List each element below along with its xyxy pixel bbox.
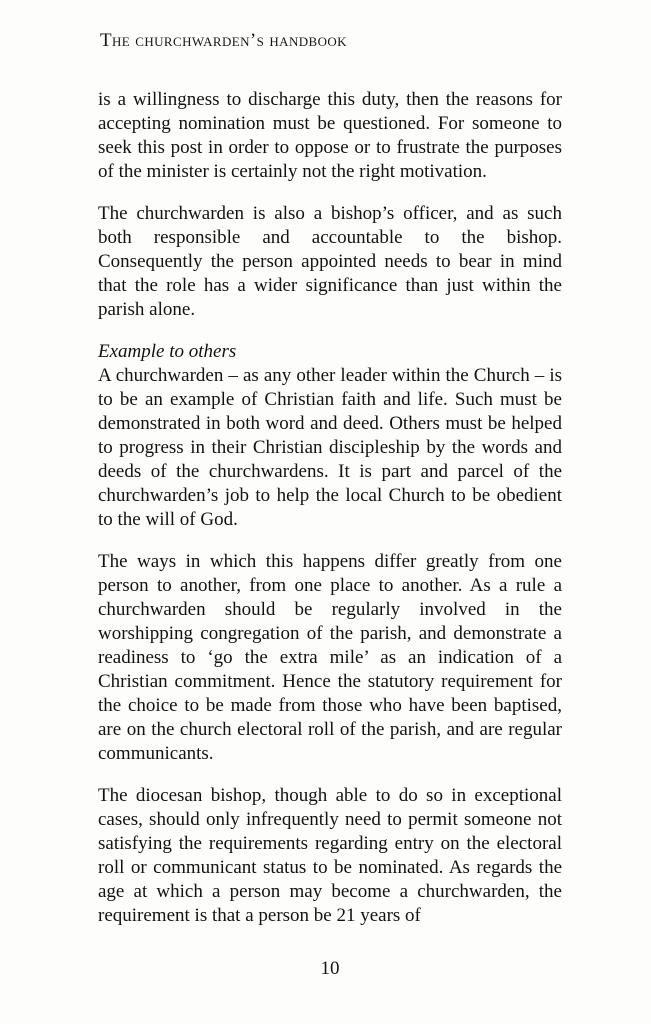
running-head: The churchwarden’s handbook bbox=[100, 30, 347, 51]
paragraph: The diocesan bishop, though able to do so in exceptional cases, should only infrequently need to permit someone not satisfying the requirements regarding entry on the electoral roll or communicant status to be nominated. As regards the age at which a person may become a churchwarden, the requirement is that a person be 21 years of bbox=[98, 785, 562, 926]
paragraph: is a willingness to discharge this duty, then the reasons for accepting nomination must be questioned. For someone to seek this post in order to oppose or to frustrate the purposes of the minister is certainly not the right motivation. bbox=[98, 89, 562, 182]
text-block bbox=[98, 88, 562, 946]
page-number: 10 bbox=[320, 958, 340, 979]
paragraph: A churchwarden – as any other leader within the Church – is to be an example of Christian faith and life. Such must be demonstrated in both word and deed. Others must be helped to progress in their Christian discipleship by the words and deeds of the churchwardens. It is part and parcel of the churchwarden’s job to help the local Church to be obedient to the will of God. bbox=[98, 365, 562, 530]
paragraph: The churchwarden is also a bishop’s officer, and as such both responsible and accountable to the bishop. Consequently the person appointed needs to bear in mind that the role has a wider significance than just within the parish alone. bbox=[98, 203, 562, 320]
paragraph: The ways in which this happens differ greatly from one person to another, from one place to another. As a rule a churchwarden should be regularly involved in the worshipping congregation of the parish, and demonstrate a readiness to ‘go the extra mile’ as an indication of a Christian commitment. Hence the statutory requirement for the choice to be made from those who have been baptised, are on the church electoral roll of the parish, and are regular communicants. bbox=[98, 551, 562, 764]
section-heading: Example to others bbox=[98, 341, 237, 362]
